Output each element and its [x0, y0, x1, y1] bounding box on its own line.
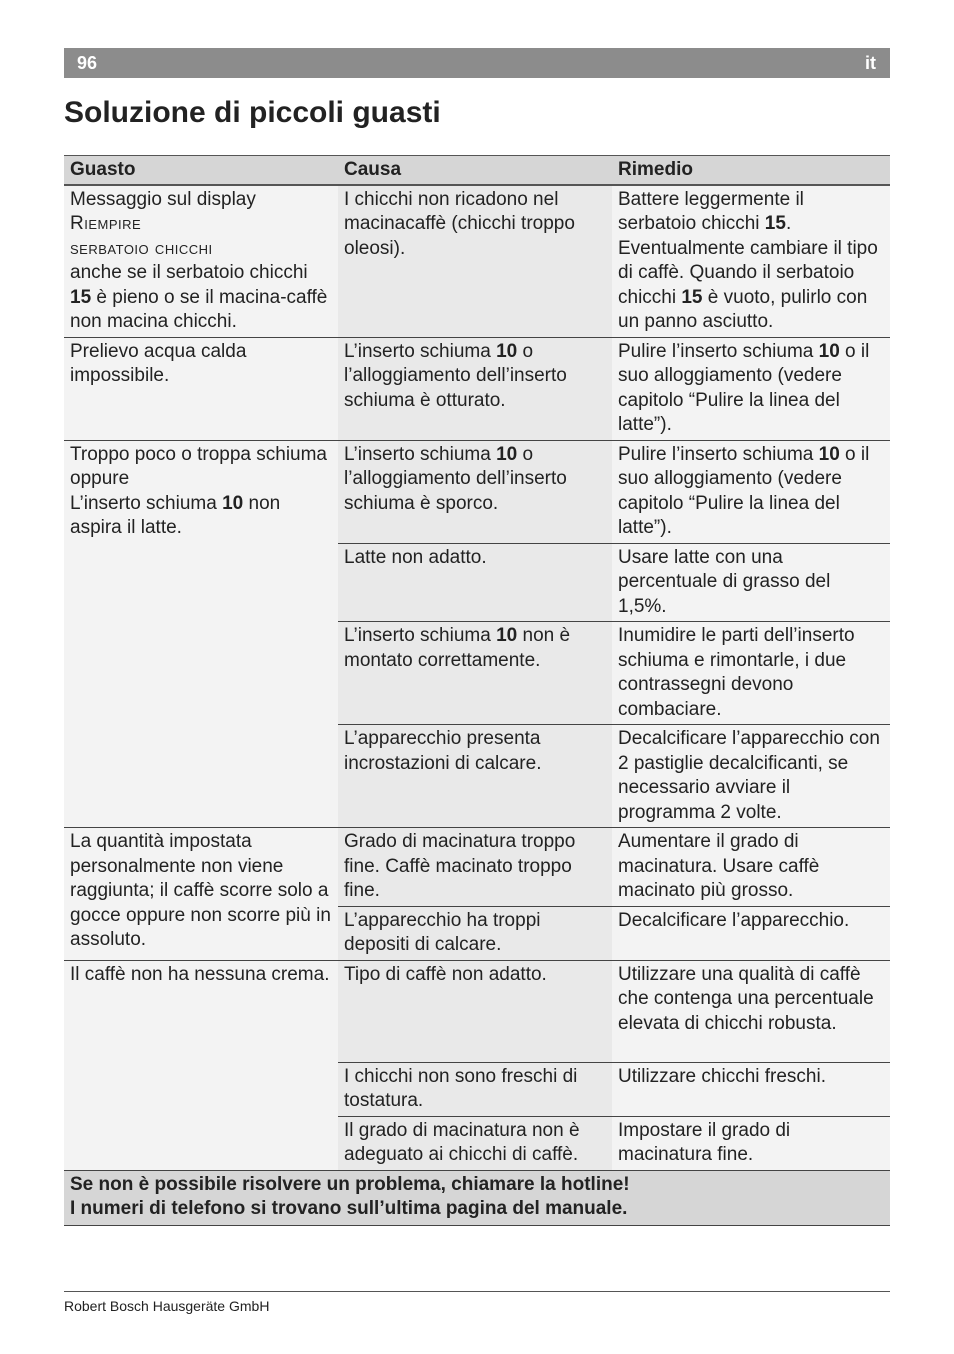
column-header-guasto: Guasto — [64, 156, 338, 185]
guasto-cell: Il caffè non ha nessuna crema. — [64, 960, 338, 1170]
display-message: Riempire — [70, 213, 142, 234]
troubleshooting-table — [64, 155, 890, 1226]
display-message: serbatoio chicchi — [70, 237, 213, 259]
rimedio-cell: Pulire l’inserto schiuma 10 o il suo alloggiamento (vedere capitolo “Pulire la linea del latte”). — [612, 440, 890, 543]
causa-cell: I chicchi non ricadono nel macinacaffè (chicchi troppo oleosi). — [338, 185, 612, 338]
guasto-cell: La quantità impostata personalmente non viene raggiunta; il caffè scorre solo a gocce oppure non scorre più in assoluto. — [64, 828, 338, 961]
table-footer-row — [64, 1170, 890, 1225]
rimedio-cell: Inumidire le parti dell’inserto schiuma e rimontarle, i due contrassegni devono combaciare. — [612, 622, 890, 725]
rimedio-cell: Impostare il grado di macinatura fine. — [612, 1116, 890, 1170]
rimedio-cell: Usare latte con una percentuale di grasso del 1,5%. — [612, 543, 890, 622]
causa-cell: L’inserto schiuma 10 non è montato correttamente. — [338, 622, 612, 725]
table-row — [64, 828, 890, 907]
part-reference: 10 — [818, 340, 840, 362]
table-header-row — [64, 156, 890, 185]
column-header-rimedio: Rimedio — [612, 156, 890, 185]
guasto-cell: Messaggio sul display Riempire serbatoio chicchi anche se il serbatoio chicchi 15 è pieno o se il macina-caffè non macina chicchi. — [64, 185, 338, 338]
guasto-cell: Prelievo acqua calda impossibile. — [64, 337, 338, 440]
part-reference: 10 — [222, 492, 244, 514]
causa-cell: Tipo di caffè non adatto. — [338, 960, 612, 1062]
rimedio-cell: Decalcificare l’apparecchio con 2 pastiglie decalcificanti, se necessario avviare il programma 2 volte. — [612, 725, 890, 828]
rimedio-cell: Decalcificare l’apparecchio. — [612, 906, 890, 960]
rimedio-cell: Aumentare il grado di macinatura. Usare caffè macinato più grosso. — [612, 828, 890, 907]
guasto-cell: Troppo poco o troppa schiuma oppure L’inserto schiuma 10 non aspira il latte. — [64, 440, 338, 828]
causa-cell: L’inserto schiuma 10 o l’alloggiamento dell’inserto schiuma è otturato. — [338, 337, 612, 440]
part-reference: 15 — [70, 286, 92, 308]
part-reference: 10 — [496, 443, 518, 465]
part-reference: 10 — [496, 625, 518, 646]
causa-cell: Grado di macinatura troppo fine. Caffè macinato troppo fine. — [338, 828, 612, 907]
table-row — [64, 337, 890, 440]
rimedio-cell: Battere leggermente il serbatoio chicchi 15. Eventualmente cambiare il tipo di caffè. Quando il serbatoio chicchi 15 è vuoto, pulirlo con un panno asciutto. — [612, 185, 890, 338]
table-row — [64, 440, 890, 543]
rimedio-cell: Utilizzare chicchi freschi. — [612, 1062, 890, 1116]
page-number: 96 — [77, 53, 98, 73]
causa-cell: L’inserto schiuma 10 o l’alloggiamento dell’inserto schiuma è sporco. — [338, 440, 612, 543]
rimedio-cell: Pulire l’inserto schiuma 10 o il suo alloggiamento (vedere capitolo “Pulire la linea del latte”). — [612, 337, 890, 440]
causa-cell: Latte non adatto. — [338, 543, 612, 622]
table-row — [64, 960, 890, 1062]
language-code: it — [865, 53, 876, 73]
causa-cell: L’apparecchio ha troppi depositi di calcare. — [338, 906, 612, 960]
footer-divider — [64, 1291, 890, 1292]
page-header-bar — [64, 48, 890, 78]
part-reference: 10 — [818, 443, 840, 465]
causa-cell: I chicchi non sono freschi di tostatura. — [338, 1062, 612, 1116]
company-name: Robert Bosch Hausgeräte GmbH — [64, 1298, 270, 1314]
rimedio-cell: Utilizzare una qualità di caffè che contenga una percentuale elevata di chicchi robusta. — [612, 960, 890, 1062]
causa-cell: Il grado di macinatura non è adeguato ai chicchi di caffè. — [338, 1116, 612, 1170]
page-title: Soluzione di piccoli guasti — [64, 96, 441, 129]
causa-cell: L’apparecchio presenta incrostazioni di calcare. — [338, 725, 612, 828]
part-reference: 15 — [681, 286, 703, 308]
hotline-note: Se non è possibile risolvere un problema, chiamare la hotline! I numeri di telefono si trovano sull’ultima pagina del manuale. — [64, 1170, 890, 1225]
part-reference: 10 — [496, 340, 518, 362]
column-header-causa: Causa — [338, 156, 612, 185]
table-row — [64, 185, 890, 338]
part-reference: 15 — [764, 213, 786, 234]
